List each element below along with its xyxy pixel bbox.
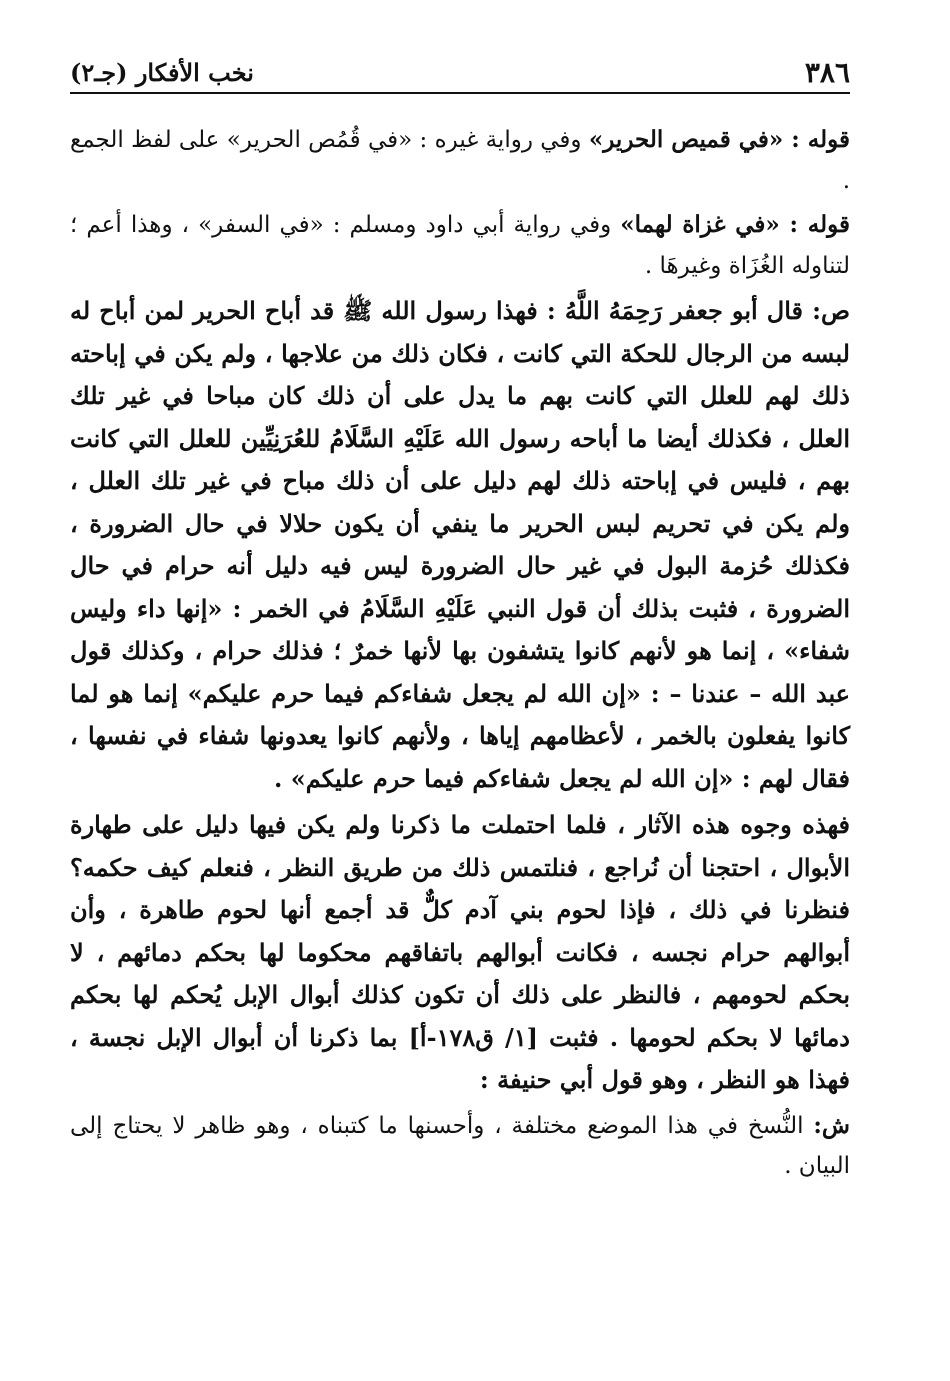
- paragraph-main-text: [70, 290, 850, 800]
- paragraph-text: وفي رواية غيره : «في قُمُص الحرير» على لفظ الجمع .: [70, 127, 850, 194]
- page-header: [70, 52, 850, 92]
- header-rule: [70, 92, 850, 94]
- running-title: نخب الأفكار (جـ٢): [70, 58, 254, 87]
- paragraph-lead: فهذه وجوه هذه الآثار ، فلما احتملت ما ذكرنا ولم يكن فيها دليل على طهارة الأبوال ، احتجنا أن نُراجع ، فنلتمس ذلك من طريق النظر ، فنعلم كيف حكمه؟ فنظرنا في ذلك ، فإذا لحوم بني آدم كلٌّ قد أجمع أنها لحوم طاهرة ، وأن أبوالهم حرام نجسه ، فكانت أبوالهم باتفاقهم محكوما لها بحكم دمائهم ، لا بحكم لحومهم ، فالنظر على ذلك أن تكون كذلك أبوال الإبل يُحكم لها بحكم دمائها لا بحكم لحومها . فثبت [١/ ق١٧٨-أ] بما ذكرنا أن أبوال الإبل نجسة ، فهذا هو النظر ، وهو قول أبي حنيفة :: [70, 810, 850, 1094]
- page-number: ٣٨٦: [804, 56, 850, 89]
- paragraph-lead: ص: قال أبو جعفر رَحِمَهُ اللَّهُ : فهذا رسول الله ﷺ قد أباح الحرير لمن أباح له لبسه من الرجال للحكة التي كانت ، فكان ذلك من علاجها ، ولم يكن في إباحته ذلك لهم للعلل التي كانت بهم ما يدل على أن ذلك كان مباحا في غير تلك العلل ، فكذلك أيضا ما أباحه رسول الله عَلَيْهِ السَّلَامُ للعُرَنِيِّين للعلل التي كانت بهم ، فليس في إباحته ذلك لهم دليل على أن ذلك مباح في غير تلك العلل ، ولم يكن في تحريم لبس الحرير ما ينفي أن يكون حلالا في حال الضرورة ، فكذلك حُزمة البول في غير حال الضرورة ليس فيه دليل أنه حرام في حال الضرورة ، فثبت بذلك أن قول النبي عَلَيْهِ السَّلَامُ في الخمر : «إنها داء وليس شفاء» ، إنما هو لأنهم كانوا يتشفون بها لأنها خمرٌ ؛ فذلك حرام ، وكذلك قول عبد الله – عندنا – : «إن الله لم يجعل شفاءكم فيما حرم عليكم» إنما هو لما كانوا يفعلون بالخمر ، لأعظامهم إياها ، ولأنهم كانوا يعدونها شفاء في نفسها ، فقال لهم : «إن الله لم يجعل شفاءكم فيما حرم عليكم» .: [70, 296, 851, 793]
- paragraph-gloss-1: [70, 120, 850, 201]
- paragraph-text: النُّسخ في هذا الموضع مختلفة ، وأحسنها ما كتبناه ، وهو ظاهر لا يحتاج إلى البيان .: [70, 1112, 850, 1179]
- paragraph-commentary: [70, 1106, 850, 1187]
- paragraph-text: وفي رواية أبي داود ومسلم : «في السفر» ، وهذا أعم ؛ لتناوله الغُزَاة وغيرهَا .: [70, 212, 850, 279]
- page-body: [70, 120, 850, 1187]
- paragraph-lead: قوله : «في قميص الحرير»: [588, 126, 850, 153]
- paragraph-lead: ش:: [813, 1111, 850, 1139]
- paragraph-main-analysis: [70, 804, 850, 1102]
- paragraph-lead: قوله : «في غزاة لهما»: [620, 211, 850, 238]
- paragraph-gloss-2: [70, 205, 850, 286]
